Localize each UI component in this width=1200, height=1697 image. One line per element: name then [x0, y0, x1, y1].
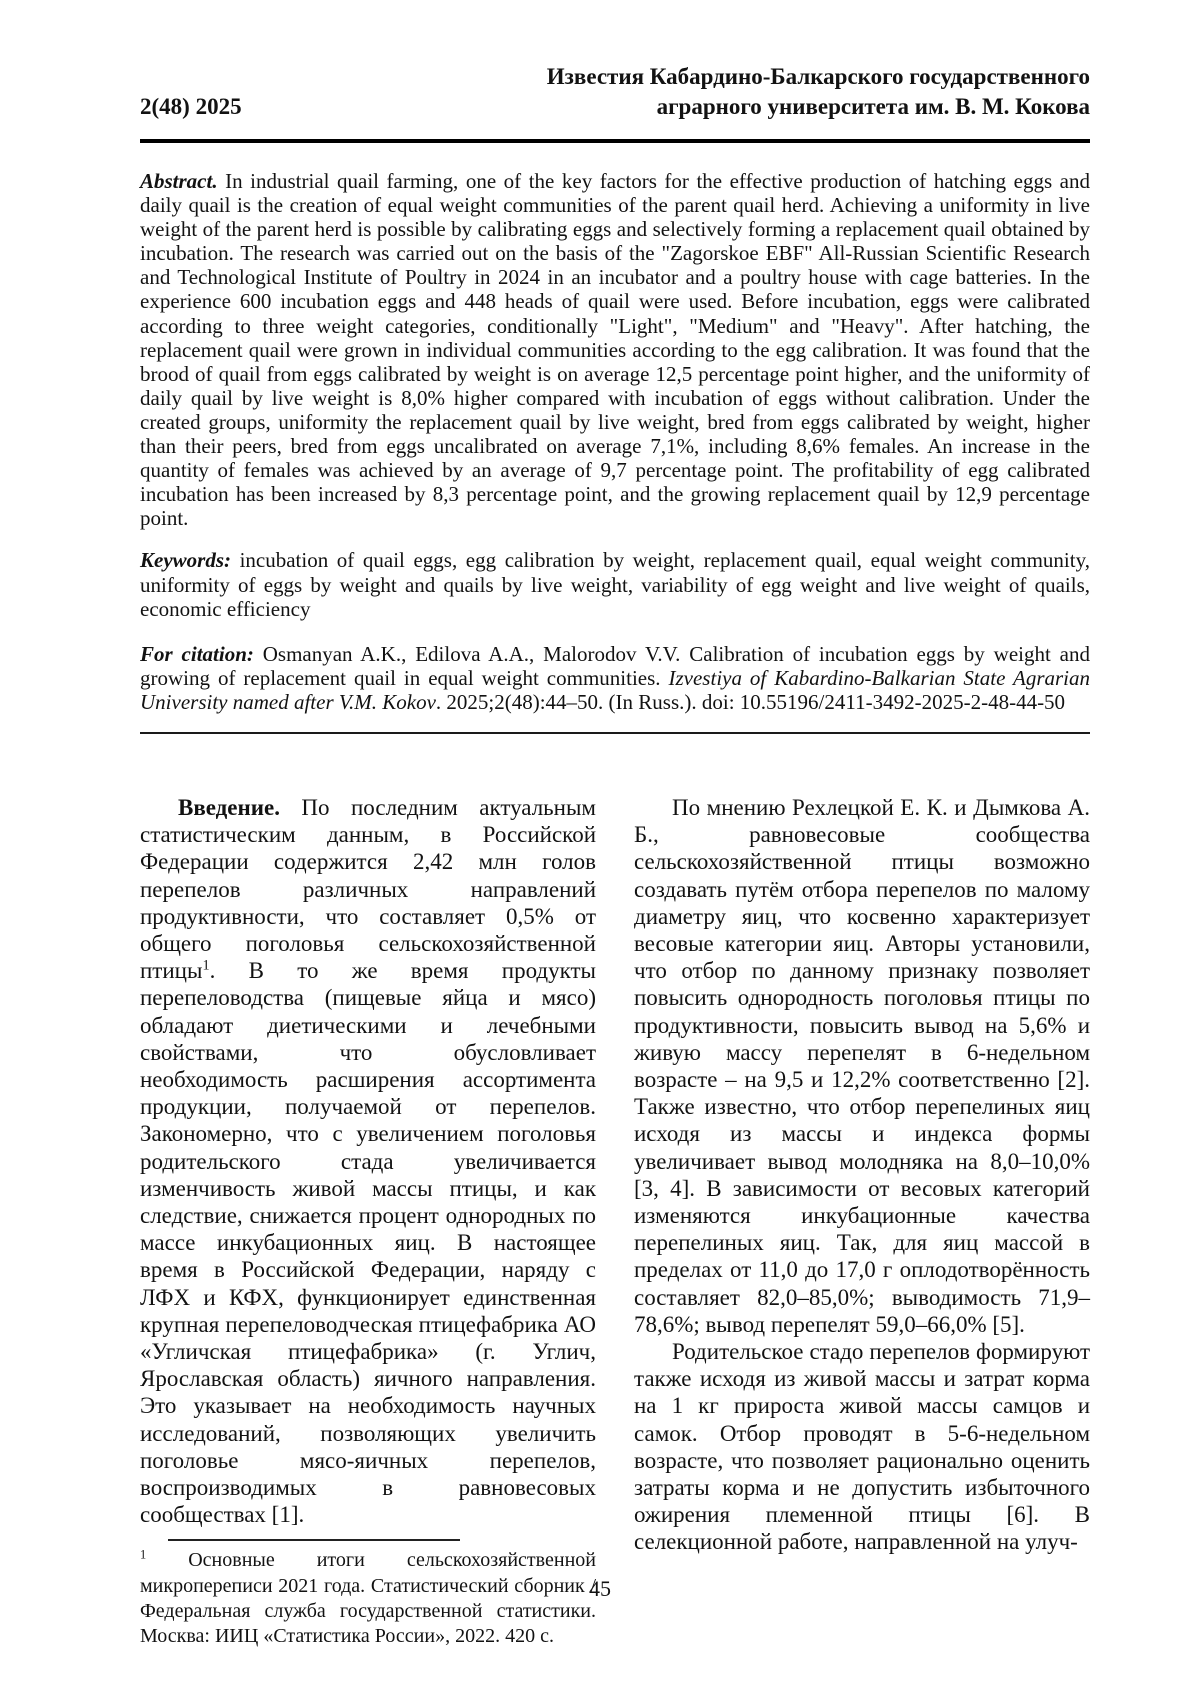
- journal-header: [140, 62, 1090, 122]
- issue-number: 2(48) 2025: [140, 94, 242, 119]
- left-column: [140, 794, 596, 1649]
- page-content: [140, 62, 1090, 1649]
- introduction-heading: Введение.: [178, 794, 280, 820]
- footnote-reference: 1: [202, 957, 210, 974]
- journal-title: [547, 62, 1090, 122]
- introduction-paragraph: [140, 794, 596, 1528]
- citation-label: For citation:: [140, 641, 254, 666]
- citation-volume-doi: . 2025;2(48):44–50. (In Russ.). doi: 10.55196/2411-3492-2025-2-48-44-50: [435, 689, 1066, 714]
- journal-title-line2: аграрного университета им. В. М. Кокова: [656, 94, 1090, 119]
- footnote-text: Основные итоги сельскохозяйственной микропереписи 2021 года. Статистический сборник / Федеральная служба государственной статистики. Москва: ИИЦ «Статистика России», 2022. 420 с.: [140, 1549, 596, 1648]
- abstract-label: Abstract.: [140, 169, 218, 193]
- footnote-separator: [168, 1539, 460, 1541]
- citation-journal-name: Izvestiya of Kabardino-Balkarian State Agrarian University named after V.M. Kokov: [140, 665, 1090, 714]
- citation-rule: [140, 732, 1090, 734]
- right-column: [634, 794, 1090, 1649]
- introduction-text-before-footnote: По последним актуальным статистическим данным, в Российской Федерации содержится 2,42 млн голов перепелов различных направлений продуктивности, что составляет 0,5% от общего поголовья сельскохозяйственной птицы: [140, 794, 596, 984]
- page-number: 45: [589, 1576, 611, 1601]
- header-rule: [140, 139, 1090, 143]
- body-paragraph-2: Родительское стадо перепелов формируют также исходя из живой массы и затрат корма на 1 кг прироста живой массы самцов и самок. Отбор проводят в 5-6-недельном возрасте, что позволяет рационально оценить затраты корма и не допустить избыточного ожирения племенной птицы [6]. В селекционной работе, направленной на улуч-: [634, 1339, 1090, 1555]
- keywords-label: Keywords:: [140, 548, 231, 573]
- abstract-paragraph: [140, 169, 1090, 530]
- abstract-text: In industrial quail farming, one of the key factors for the effective production of hatching eggs and daily quail is the creation of equal weight communities of the parent quail herd. Achieving a uniformity in live weight of the parent herd is possible by calibrating eggs and selectively forming a replacement quail obtained by incubation. The research was carried out on the basis of the "Zagorskoe EBF" All-Russian Scientific Research and Technological Institute of Poultry in 2024 in an incubator and a poultry house with cage batteries. In the experience 600 incubation eggs and 448 heads of quail were used. Before incubation, eggs were calibrated according to three weight categories, conditionally "Light", "Medium" and "Heavy". After hatching, the replacement quail were grown in individual communities according to the egg calibration. It was found that the brood of quail from eggs calibrated by weight is on average 12,5 percentage point higher, and the uniformity of daily quail by live weight is 8,0% higher compared with incubation of eggs without calibration. Under the created groups, uniformity the replacement quail by live weight, bred from eggs calibrated by weight, higher than their peers, bred from eggs uncalibrated on average 7,1%, including 8,6% females. An increase in the quantity of females was achieved by an average of 9,7 percentage point. The profitability of egg calibrated incubation has been increased by 8,3 percentage point, and the growing replacement quail by 12,9 percentage point.: [140, 169, 1090, 531]
- keywords-paragraph: [140, 548, 1090, 620]
- footnote-marker: 1: [140, 1547, 147, 1562]
- keywords-text: incubation of quail eggs, egg calibration by weight, replacement quail, equal weight community, uniformity of eggs by weight and quails by live weight, variability of egg weight and live weight of quails, economic efficiency: [140, 548, 1090, 621]
- citation-paragraph: [140, 642, 1090, 714]
- body-paragraph-1: По мнению Рехлецкой Е. К. и Дымкова А. Б., равновесовые сообщества сельскохозяйственной птицы возможно создавать путём отбора перепелов по малому диаметру яиц, что косвенно характеризует весовые категории яиц. Авторы установили, что отбор по данному признаку позволяет повысить однородность поголовья птицы по продуктивности, повысить вывод на 5,6% и живую массу перепелят в 6-недельном возрасте – на 9,5 и 12,2% соответственно [2]. Также известно, что отбор перепелиных яиц исходя из массы и индекса формы увеличивает вывод молодняка на 8,0–10,0% [3, 4]. В зависимости от весовых категорий изменяются инкубационные качества перепелиных яиц. Так, для яиц массой в пределах от 11,0 до 17,0 г оплодотворённость составляет 82,0–85,0%; выводимость 71,9–78,6%; вывод перепелят 59,0–66,0% [5].: [634, 794, 1090, 1337]
- body-columns: [140, 794, 1090, 1649]
- journal-title-line1: Известия Кабардино-Балкарского государственного: [546, 64, 1090, 89]
- citation-authors-title: Osmanyan A.K., Edilova A.A., Malorodov V.V. Calibration of incubation eggs by weight and growing of replacement quail in equal weight communities.: [140, 641, 1090, 690]
- introduction-text-after-footnote: . В то же время продукты перепеловодства (пищевые яйца и мясо) обладают диетическими и лечебными свойствами, что обусловливает необходимость расширения ассортимента продукции, получаемой от перепелов. Закономерно, что с увеличением поголовья родительского стада увеличивается изменчивость живой массы птицы, и как следствие, снижается процент однородных по массе инкубационных яиц. В настоящее время в Российской Федерации, наряду с ЛФХ и КФХ, функционирует единственная крупная перепеловодческая птицефабрика АО «Угличская птицефабрика» (г. Углич, Ярославская область) яичного направления. Это указывает на необходимость научных исследований, позволяющих увеличить поголовье мясо-яичных перепелов, воспроизводимых в равновесовых сообществах [1].: [140, 958, 596, 1528]
